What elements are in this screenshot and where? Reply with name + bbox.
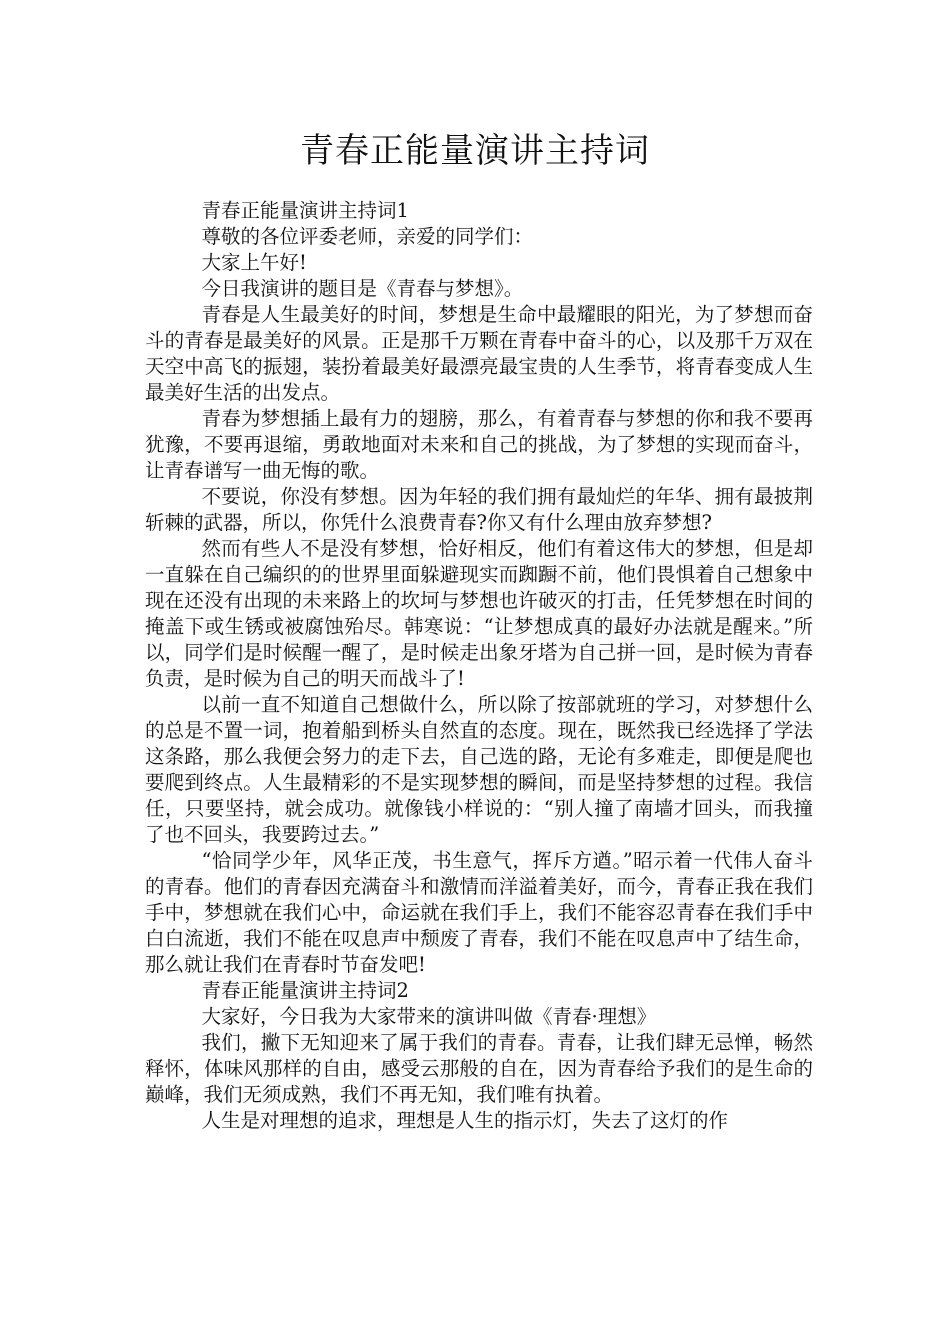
paragraph: “恰同学少年，风华正茂，书生意气，挥斥方遒。”昭示着一代伟人奋斗的青春。他们的青春因充满奋斗和激情而洋溢着美好，而今，青春正我在我们手中，梦想就在我们心中，命运就在我们手上，我们不能容忍青春在我们手中白白流逝，我们不能在叹息声中颓废了青春，我们不能在叹息声中了结生命，那么就让我们在青春时节奋发吧! (145, 849, 813, 976)
document-title: 青春正能量演讲主持词 (300, 131, 650, 171)
paragraph: 人生是对理想的追求，理想是人生的指示灯，失去了这灯的作 (201, 1109, 729, 1132)
salutation: 尊敬的各位评委老师，亲爱的同学们： (201, 225, 534, 248)
paragraph: 青春是人生最美好的时间，梦想是生命中最耀眼的阳光，为了梦想而奋斗的青春是最美好的风景。正是那千万颗在青春中奋斗的心，以及那千万双在天空中高飞的振翅，装扮着最美好最漂亮最宝贵的人生季节，将青春变成人生最美好生活的出发点。 (145, 303, 813, 404)
section-heading: 青春正能量演讲主持词2 (201, 979, 409, 1002)
greeting: 大家上午好! (201, 251, 307, 274)
paragraph: 我们，撇下无知迎来了属于我们的青春。青春，让我们肆无忌惮，畅然释怀，体味风那样的自由，感受云那般的自在，因为青春给予我们的是生命的巅峰，我们无须成熟，我们不再无知，我们唯有执着。 (145, 1031, 813, 1106)
section-heading: 青春正能量演讲主持词1 (201, 199, 409, 222)
paragraph: 以前一直不知道自己想做什么，所以除了按部就班的学习，对梦想什么的总是不置一词，抱着船到桥头自然直的态度。现在，既然我已经选择了学法这条路，那么我便会努力的走下去，自己选的路，无论有多难走，即便是爬也要爬到终点。人生最精彩的不是实现梦想的瞬间，而是坚持梦想的过程。我信任，只要坚持，就会成功。就像钱小样说的：“别人撞了南墙才回头，而我撞了也不回头，我要跨过去。” (145, 693, 813, 846)
paragraph: 青春为梦想插上最有力的翅膀，那么，有着青春与梦想的你和我不要再犹豫，不要再退缩，勇敢地面对未来和自己的挑战，为了梦想的实现而奋斗，让青春谱写一曲无悔的歌。 (145, 407, 813, 482)
paragraph: 大家好，今日我为大家带来的演讲叫做《青春·理想》 (201, 1005, 657, 1028)
paragraph: 然而有些人不是没有梦想，恰好相反，他们有着这伟大的梦想，但是却一直躲在自己编织的的世界里面躲避现实而踟蹰不前，他们畏惧着自己想象中现在还没有出现的未来路上的坎坷与梦想也许破灭的打击，任凭梦想在时间的掩盖下或生锈或被腐蚀殆尽。韩寒说：“让梦想成真的最好办法就是醒来。”所以，同学们是时候醒一醒了，是时候走出象牙塔为自己拼一回，是时候为青春负责，是时候为自己的明天而战斗了! (145, 537, 813, 690)
document-body (145, 198, 813, 1134)
paragraph: 今日我演讲的题目是《青春与梦想》。 (201, 277, 524, 300)
paragraph: 不要说，你没有梦想。因为年轻的我们拥有最灿烂的年华、拥有最披荆斩棘的武器，所以，你凭什么浪费青春?你又有什么理由放弃梦想? (145, 485, 813, 534)
